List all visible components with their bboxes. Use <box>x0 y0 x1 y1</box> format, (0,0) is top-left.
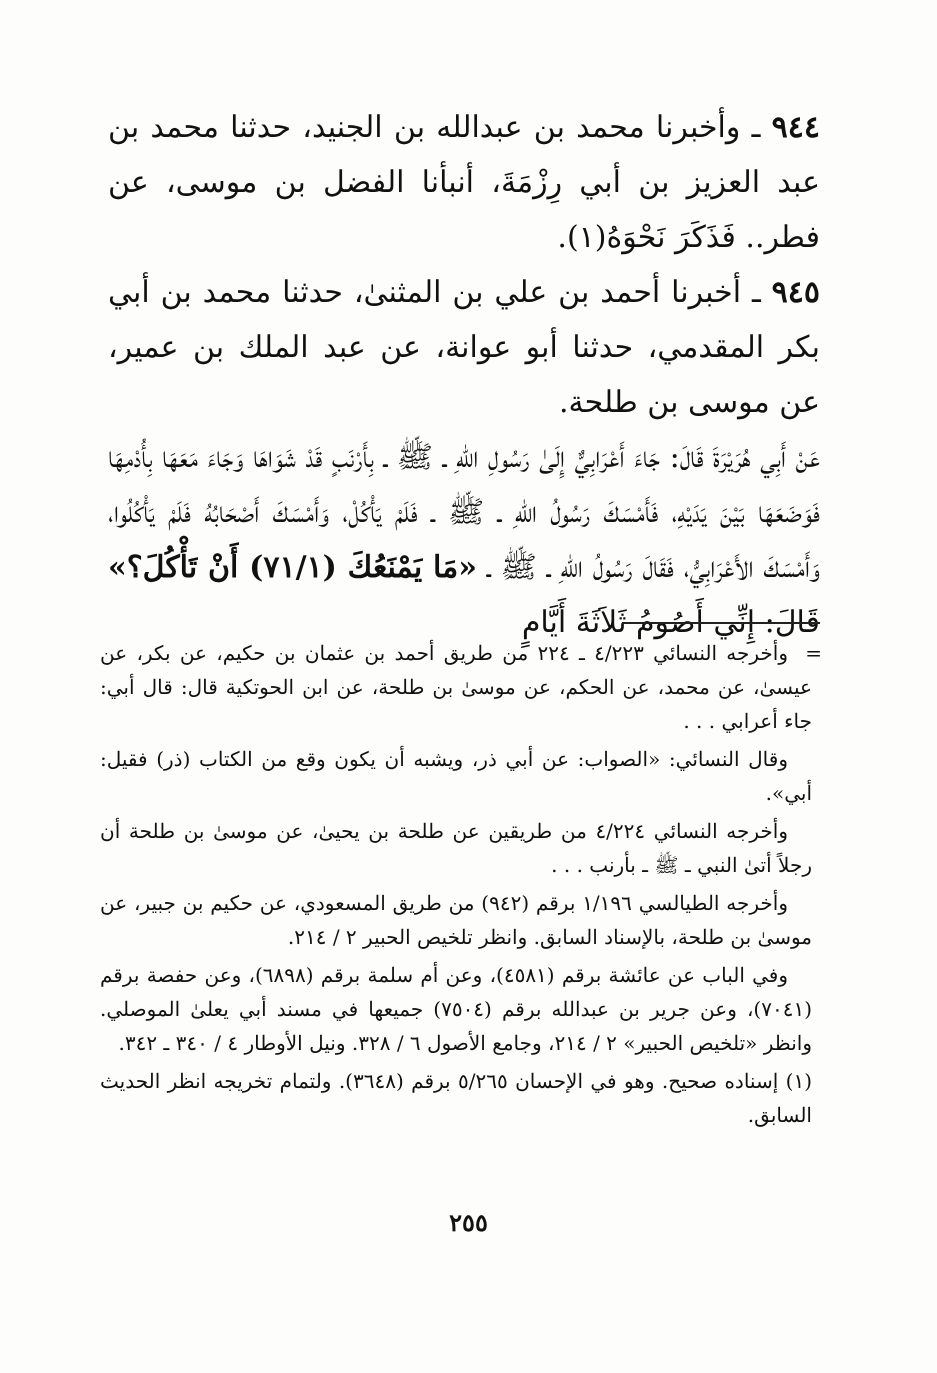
hadith-number: ٩٤٥ <box>771 275 820 310</box>
footnote-paragraph: وأخرجه الطيالسي ١/١٩٦ برقم (٩٤٢) من طريق المسعودي، عن حكيم بن جبير، عن موسىٰ بن طلحة، بالإسناد السابق. وانظر تلخيص الحبير ٢ / ٢١٤. <box>100 891 812 949</box>
hadith-isnad: ـ أخبرنا أحمد بن علي بن المثنىٰ، حدثنا محمد بن أبي بكر المقدمي، حدثنا أبو عوانة، عن عبد الملك بن عمير، عن موسى بن طلحة. <box>108 275 820 420</box>
footnotes <box>100 636 822 1136</box>
footnote-paragraph: وأخرجه النسائي ٤/٢٢٣ ـ ٢٢٤ من طريق أحمد بن عثمان بن حكيم، عن بكر، عن عيسىٰ، عن محمد، عن الحكم، عن موسىٰ بن طلحة، عن ابن الحوتكية قال: قال أبي: جاء أعرابي . . . <box>100 641 812 733</box>
hadith-945 <box>108 265 820 430</box>
hadith-matn <box>108 430 820 650</box>
footnote-paragraph: وقال النسائي: «الصواب: عن أبي ذر، ويشبه أن يكون وقع من الكتاب (ذر) فقيل: أبي». <box>100 747 812 805</box>
footnote-divider <box>622 622 820 624</box>
matn-part-a: عَنْ أَبِي هُرَيْرَةَ قَالَ: جَاءَ أَعْرَابِيٌّ إِلَىٰ رَسُولِ اللهِ ـ ﷺ ـ بِأَرْنَبٍ قَدْ شَوَاهَا وَجَاءَ مَعَهَا بِأُدْمِهَا فَوَضَعَهَا بَيْنَ يَدَيْهِ، فَأَمْسَكَ رَسُولُ اللهِ ـ ﷺ ـ فَلَمْ يَأْكُلْ، وَأَمْسَكَ أَصْحَابُهُ فَلَمْ يَأْكُلُوا، وَأَمْسَكَ الأَعْرَابِيُّ، فَقَالَ رَسُولُ اللهِ ـ ﷺ ـ <box>108 440 821 585</box>
matn-quote: «مَا يَمْنَعُكَ (٧١/١) أَنْ تَأْكُلَ؟» <box>108 550 477 585</box>
footnote-paragraph: وفي الباب عن عائشة برقم (٤٥٨١)، وعن أم سلمة برقم (٦٨٩٨)، وعن حفصة برقم (٧٠٤١)، وعن جرير بن عبدالله برقم (٧٥٠٤) جميعها في مسند أبي يعلىٰ الموصلي. وانظر «تلخيص الحبير» ٢ / ٢١٤، وجامع الأصول ٦ / ٣٢٨. ونيل الأوطار ٤ / ٣٤٠ ـ ٣٤٢. <box>100 963 812 1055</box>
hadith-944 <box>108 100 820 265</box>
main-text <box>108 100 820 650</box>
footnote-paragraph: وأخرجه النسائي ٤/٢٢٤ من طريقين عن طلحة بن يحيىٰ، عن موسىٰ بن طلحة أن رجلاً أتىٰ النبي ـ ﷺ ـ بأرنب . . . <box>100 819 812 877</box>
footnote-1: (١) إسناده صحيح. وهو في الإحسان ٥/٢٦٥ برقم (٣٦٤٨). ولتمام تخريجه انظر الحديث السابق. <box>100 1069 812 1127</box>
hadith-number: ٩٤٤ <box>771 110 820 145</box>
continuation-mark: = <box>805 641 822 665</box>
hadith-text: ـ وأخبرنا محمد بن عبدالله بن الجنيد، حدثنا محمد بن عبد العزيز بن أبي رِزْمَةَ، أنبأنا الفضل بن موسى، عن فطر.. فَذَكَرَ نَحْوَهُ(١). <box>108 110 820 255</box>
matn-part-c: قَالَ: إِنِّي أَصُومُ ثَلاَثَةَ أَيَّامٍ <box>521 605 820 640</box>
page-number: ٢٥٥ <box>449 1208 488 1237</box>
